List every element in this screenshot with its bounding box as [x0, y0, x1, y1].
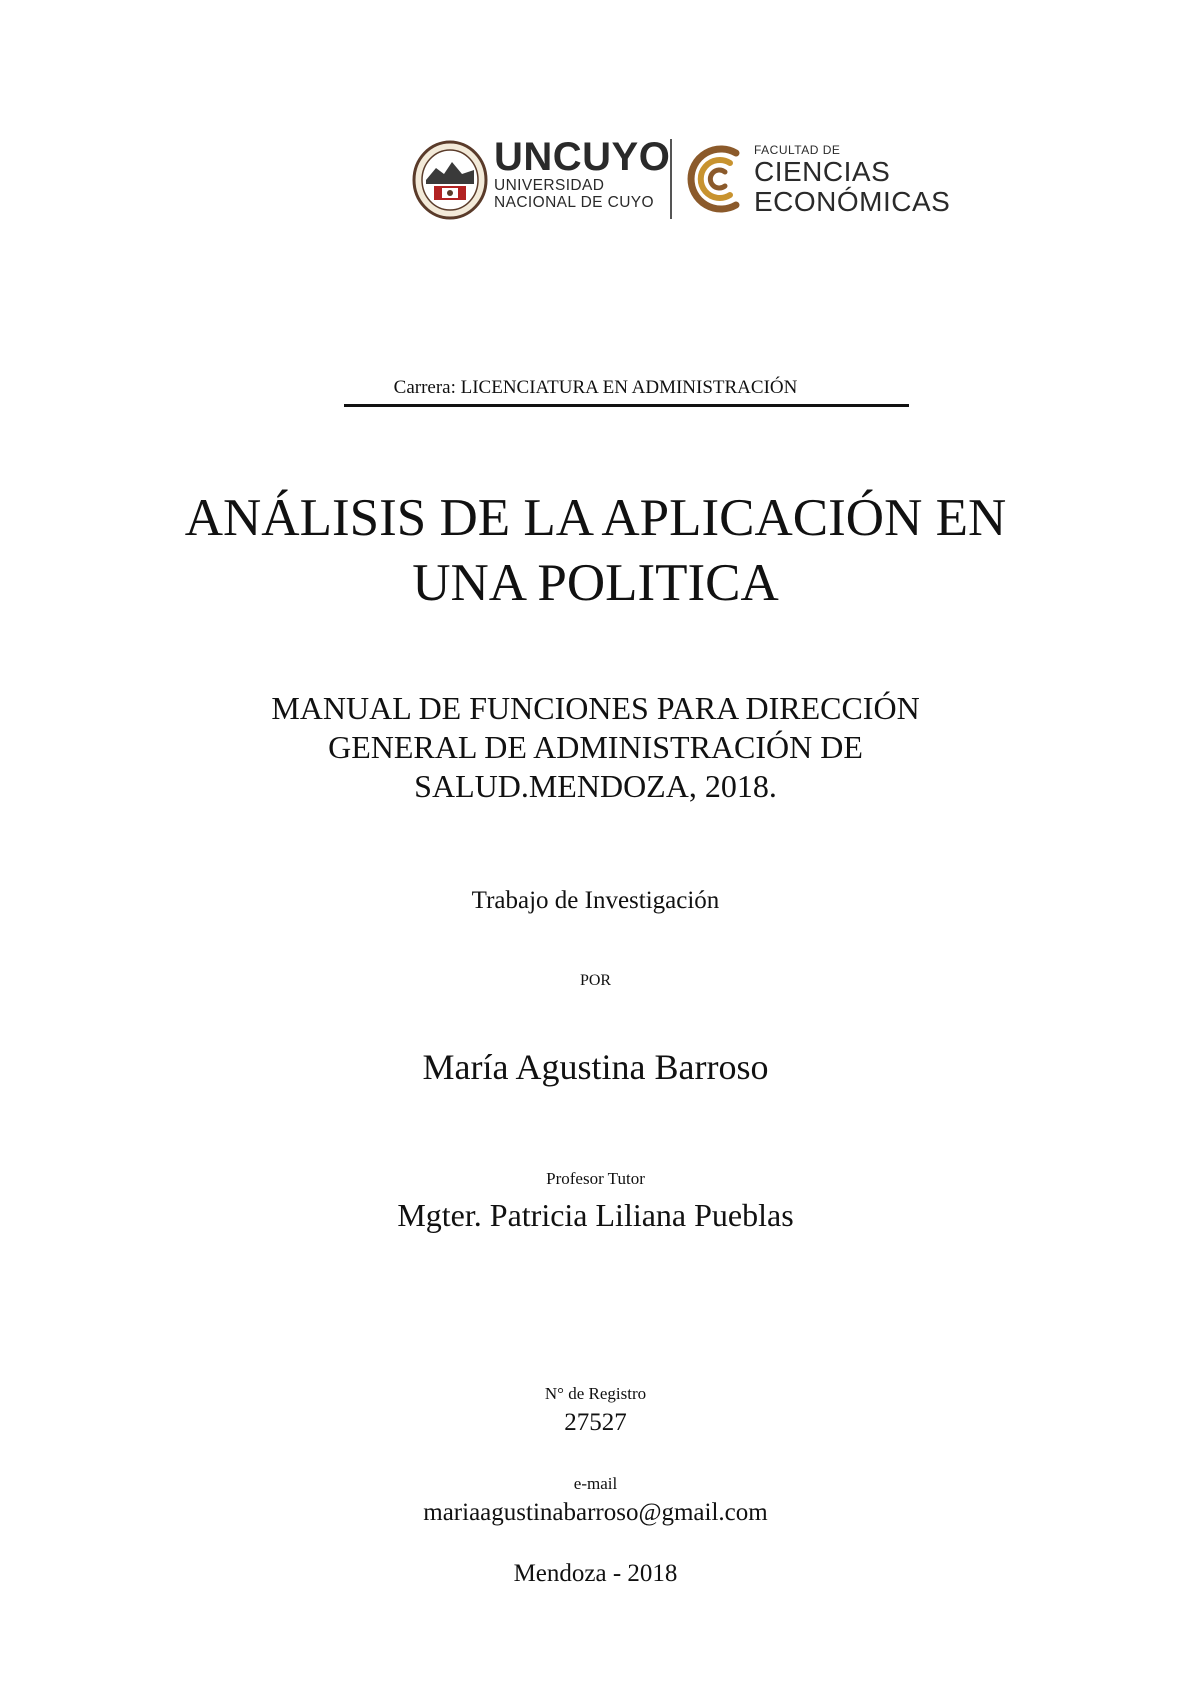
tutor-label: Profesor Tutor — [546, 1169, 645, 1188]
email-value: mariaagustinabarroso@gmail.com — [423, 1499, 768, 1526]
registro-value: 27527 — [564, 1409, 627, 1436]
subtitle-line-3: SALUD.MENDOZA, 2018. — [414, 768, 777, 804]
author-name: María Agustina Barroso — [422, 1047, 769, 1087]
uncuyo-seal-icon — [412, 140, 488, 220]
fce-name-line-1: CIENCIAS — [754, 156, 891, 187]
subtitle-line-1: MANUAL DE FUNCIONES PARA DIRECCIÓN — [271, 690, 920, 726]
fce-name-line-2: ECONÓMICAS — [754, 186, 951, 217]
registro-label: N° de Registro — [544, 1384, 647, 1403]
career-line: Carrera: LICENCIATURA EN ADMINISTRACIÓN — [393, 377, 798, 398]
city-year: Mendoza - 2018 — [513, 1560, 678, 1587]
email-label: e-mail — [573, 1474, 618, 1493]
uncuyo-name: UNCUYO — [494, 135, 671, 179]
uncuyo-subtitle-1: UNIVERSIDAD — [494, 177, 605, 194]
tutor-name: Mgter. Patricia Liliana Pueblas — [397, 1197, 794, 1233]
fce-c-icon — [684, 143, 746, 215]
por-label: POR — [579, 972, 612, 989]
institution-logos — [412, 135, 952, 225]
uncuyo-wordmark — [494, 137, 670, 211]
fce-wordmark — [754, 143, 950, 217]
career-underline — [344, 404, 909, 407]
title-line-1: ANÁLISIS DE LA APLICACIÓN EN — [184, 489, 1007, 547]
title-line-2: UNA POLITICA — [412, 554, 779, 612]
work-type: Trabajo de Investigación — [471, 887, 720, 914]
fce-pre-label: FACULTAD DE — [754, 143, 841, 157]
uncuyo-subtitle-2: NACIONAL DE CUYO — [494, 194, 654, 211]
subtitle-line-2: GENERAL DE ADMINISTRACIÓN DE — [328, 729, 863, 765]
logo-divider — [670, 139, 672, 219]
